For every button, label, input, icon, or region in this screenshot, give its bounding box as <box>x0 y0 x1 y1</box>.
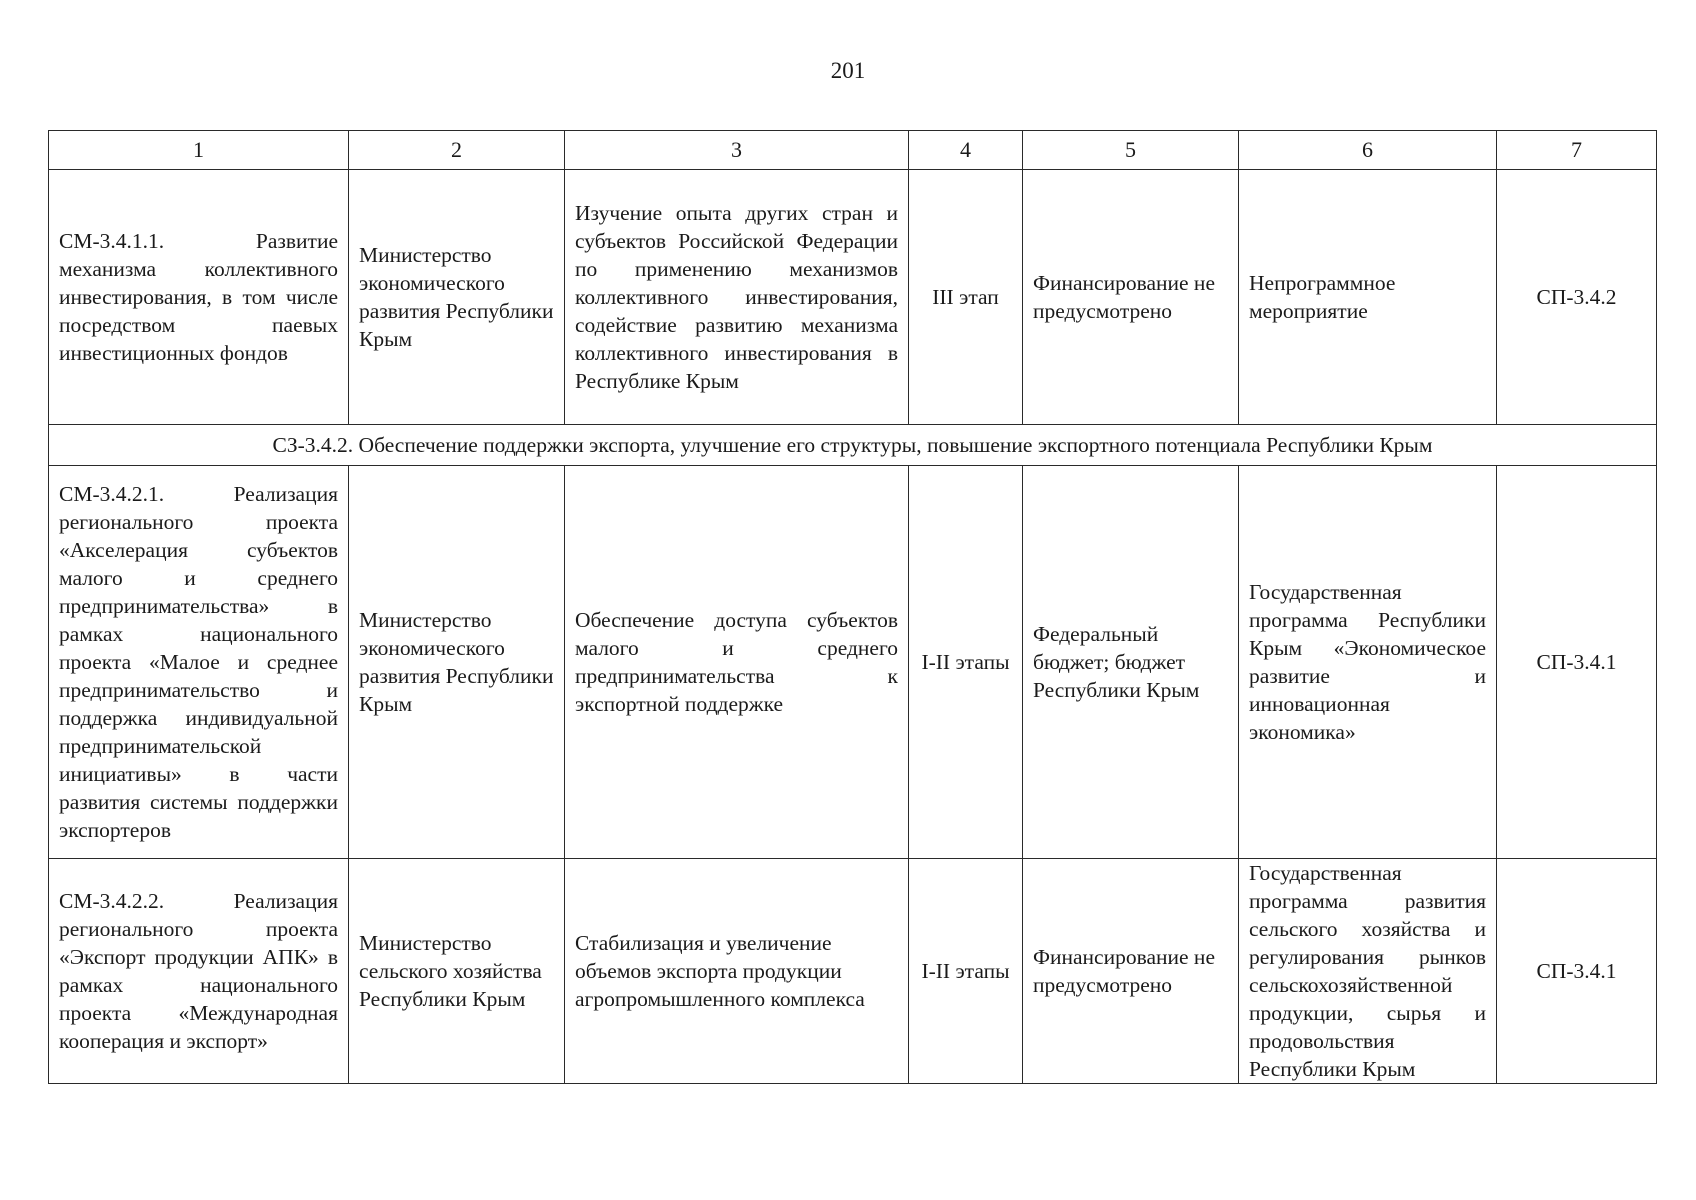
header-cell: 1 <box>49 131 349 170</box>
funding-cell: Финансирование не предусмотрено <box>1023 859 1239 1084</box>
header-cell: 4 <box>909 131 1023 170</box>
stage-cell: I-II этапы <box>909 466 1023 859</box>
funding-cell: Финансирование не предусмотрено <box>1023 170 1239 425</box>
executor-cell: Министерство экономического развития Республики Крым <box>349 466 565 859</box>
measure-name-cell: СМ-3.4.2.1. Реализация регионального проекта «Акселерация субъектов малого и среднего предпринимательства» в рамках национального проекта «Малое и среднее предпринимательство и поддержка индивидуальной предпринимательской инициативы» в части развития системы поддержки экспортеров <box>49 466 349 859</box>
code-cell: СП-3.4.2 <box>1497 170 1657 425</box>
header-cell: 5 <box>1023 131 1239 170</box>
measure-name-cell: СМ-3.4.2.2. Реализация регионального проекта «Экспорт продукции АПК» в рамках национального проекта «Международная кооперация и экспорт» <box>49 859 349 1084</box>
header-cell: 3 <box>565 131 909 170</box>
code-cell: СП-3.4.1 <box>1497 859 1657 1084</box>
code-cell: СП-3.4.1 <box>1497 466 1657 859</box>
section-heading: СЗ-3.4.2. Обеспечение поддержки экспорта, улучшение его структуры, повышение экспортного потенциала Республики Крым <box>49 425 1657 466</box>
page-number: 201 <box>830 58 866 83</box>
program-cell: Непрограммное мероприятие <box>1239 170 1497 425</box>
funding-cell: Федеральный бюджет; бюджет Республики Крым <box>1023 466 1239 859</box>
header-cell: 2 <box>349 131 565 170</box>
stage-cell: I-II этапы <box>909 859 1023 1084</box>
stage-cell: III этап <box>909 170 1023 425</box>
section-row <box>49 425 1657 466</box>
executor-cell: Министерство сельского хозяйства Республики Крым <box>349 859 565 1084</box>
program-cell: Государственная программа развития сельского хозяйства и регулирования рынков сельскохозяйственной продукции, сырья и продовольствия Республики Крым <box>1239 859 1497 1084</box>
measure-name-cell: СМ-3.4.1.1. Развитие механизма коллективного инвестирования, в том числе посредством паевых инвестиционных фондов <box>49 170 349 425</box>
content-cell: Изучение опыта других стран и субъектов Российской Федерации по применению механизмов коллективного инвестирования, содействие развитию механизма коллективного инвестирования в Республике Крым <box>565 170 909 425</box>
header-cell: 7 <box>1497 131 1657 170</box>
executor-cell: Министерство экономического развития Республики Крым <box>349 170 565 425</box>
content-cell: Стабилизация и увеличение объемов экспорта продукции агропромышленного комплекса <box>565 859 909 1084</box>
table-row <box>49 859 1657 1084</box>
header-cell: 6 <box>1239 131 1497 170</box>
table-row <box>49 170 1657 425</box>
table-row <box>49 466 1657 859</box>
program-cell: Государственная программа Республики Крым «Экономическое развитие и инновационная экономика» <box>1239 466 1497 859</box>
measures-table <box>48 130 1657 1084</box>
content-cell: Обеспечение доступа субъектов малого и среднего предпринимательства к экспортной поддержке <box>565 466 909 859</box>
table-header-row <box>49 131 1657 170</box>
